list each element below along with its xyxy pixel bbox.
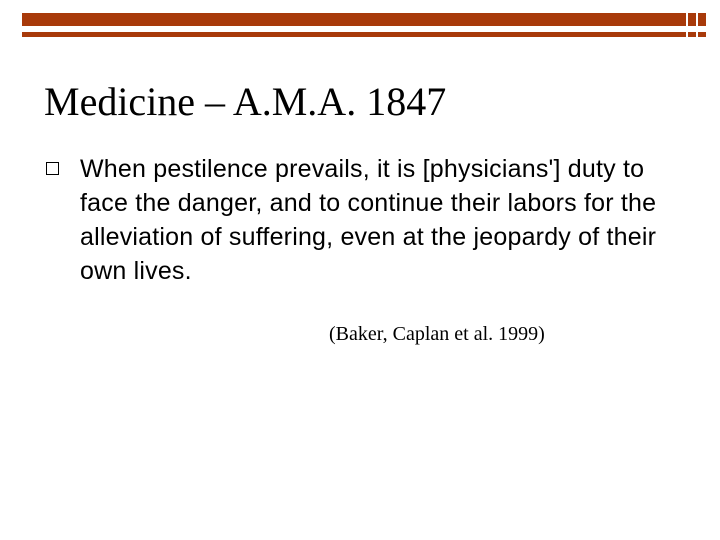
- slide-title: Medicine – A.M.A. 1847: [44, 79, 447, 124]
- citation: (Baker, Caplan et al. 1999): [329, 323, 545, 345]
- header-bar-thin: [22, 32, 686, 37]
- bullet-text: When pestilence prevails, it is [physicians'] duty to face the danger, and to continue their labors for the alleviation of suffering, even at the jeopardy of their own lives.: [80, 155, 657, 285]
- hollow-square-bullet-icon: [46, 162, 59, 175]
- corner-grid-decoration: [688, 13, 706, 37]
- header-bar-thick: [22, 13, 686, 26]
